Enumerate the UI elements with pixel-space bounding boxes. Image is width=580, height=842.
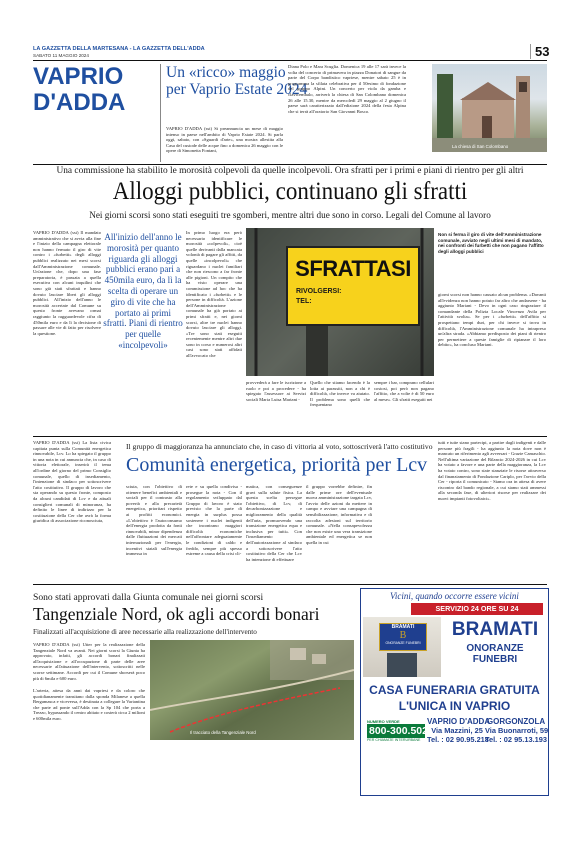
ad-office2-street: Via Buonarroti, 59 bbox=[485, 726, 549, 735]
ad-office1-name: VAPRIO D'ADDA bbox=[427, 717, 491, 726]
main-story-headline: Alloggi pubblici, continuano gli sfratti bbox=[112, 178, 468, 205]
main-story-col4: Quello che stiamo facendo è la lotta ai parassiti, non a chi è difficoltà, che invece va aiutato. Il problema sono quelli che frequentano bbox=[310, 380, 370, 408]
ad-storefront-door bbox=[387, 653, 417, 677]
ad-tagline: Vicini, quando occorre essere vicini bbox=[390, 591, 519, 601]
energy-story-col3: rete e su quella condivisa - prosegue la nota - Con il regolamento sviluppato dal Gruppo di lavoro è stato previsto che la parte di energia in surplus possa sostenere i nuclei indigenti che incontrano maggiori difficoltà economiche nell'affrontare adeguatamente le condizioni di caldo e freddo, sempre più spesso estreme a causa della crisi cli- bbox=[186, 484, 242, 557]
eviction-sign-title: SFRATTASI bbox=[295, 256, 411, 281]
funeral-home-ad bbox=[360, 588, 549, 796]
main-story-col6: giorni scorsi non hanno causato alcun problema. «Davanti all'evidenza non hanno potuto far altro che andarsene - ha aggiunto Mariani - Devo in ogni caso ringraziare il comandante della Polizia Locale Vincenzo Avila per l'attività svolta». Se per i «furbetti» dell'affitto si prospettano tempi duri, per chi invece si trova in difficoltà, l'Amministrazione comunale ha intrapreso un'altra strada. «Abbiamo predisposto dei piani di rientro per permettere a queste famiglie di ripianare il loro debito», ha concluso Mariani. bbox=[438, 292, 546, 348]
page-number: 53 bbox=[530, 44, 549, 59]
ad-toll-free-box bbox=[367, 719, 428, 759]
main-story-col1: VAPRIO D'ADDA (sst) Il mandato amministrativo che si avvia alla fine e l'inizio della campagna elettorale non hanno fermato il giro di vite contro i «furbetti» degli alloggi pubblici realizzato nei mesi scorsi dall'Amministrazione comunale. Un'azione che, dopo una fase preparatoria, è passata a quella esecutiva con alcuni inquilini che sono già stati sfrattati e hanno dovuto lasciare liberi gli alloggi pubblici. All'inizio dell'anno le morosità accertate dal Comune su questo fronte avevano ormai raggiunto la ragguardevole cifra di 450mila euro e da lì la decisione di passare alle vie di fatto per risolvere la questione. bbox=[33, 230, 101, 336]
ad-office2-name: GORGONZOLA bbox=[486, 717, 546, 726]
church-photo bbox=[432, 64, 547, 152]
tangenziale-kicker: Sono stati approvati dalla Giunta comunale nei giorni scorsi bbox=[33, 592, 264, 603]
ad-service-banner: SERVIZIO 24 ORE SU 24 bbox=[411, 603, 543, 615]
main-story-side-note: Non si ferma il giro di vite dell'Amministrazione comunale, avviato negli ultimi mesi di mandato, nei confronti dei furbetti che non pagano l'affitto degli alloggi pubblici bbox=[438, 232, 544, 254]
section-label-line2: D'ADDA bbox=[33, 89, 126, 116]
ad-toll-free-number: 800-300.502 bbox=[369, 725, 428, 737]
main-story-subhead: Nei giorni scorsi sono stati eseguiti tre sgomberi, mentre altri due sono in corso. Legali del Comune al lavoro bbox=[89, 210, 491, 220]
energy-story-col5: il gruppo vorrebbe definire, fin dalle prime ore dell'eventuale nuova amministrazione targata Lcv, l'avvio delle azioni da mettere in campo e avviare una campagna di sensibilizzazione, informativa e di raccolta adesioni sul territorio comunale. «Nella consapevolezza che non esiste una vera transizione ambientale ed energetica se non quella in cui bbox=[306, 484, 372, 545]
ad-house-line1: CASA FUNERARIA GRATUITA bbox=[369, 683, 540, 697]
ad-office1-street: Via Mazzini, 25 bbox=[431, 726, 483, 735]
tangenziale-col1: VAPRIO D'ADDA (sst) Utter per la realizzazione della Tangenziale Nord va avanti. Nei giorni scorsi la Giunta ha approvato, infatti, gli accordi bonari finalizzati all'acquisizione e all'occupazione di parte delle aree necessarie all'attuazione dell'intervento, sottoscritti nelle scorse settimane. Accordi per cui il Comune sborserà poco più di 6mila e 600 euro. bbox=[33, 642, 145, 681]
ad-storefront bbox=[363, 617, 441, 677]
ad-logo-badge bbox=[379, 623, 427, 651]
ad-office-vaprio bbox=[427, 717, 491, 744]
ad-toll-free-note: PER CHIAMATE INTERURBANE bbox=[367, 738, 421, 742]
section-label-line1: VAPRIO bbox=[33, 63, 124, 90]
energy-story-col6: tutti e tutte siano partecipi, a partire dagli indigenti e dalle persone più fragili - ha aggiunto la nota dove non è mancato un riferimento agli avversari - Grazie Camaschio. Nell'ultima variazione del Bilancio 2024-2026 in cui Lcv ha votato a favore e una parte della maggioranza, la Lcv ha votato contro, sono state stanziate le risorse attraverso dal finanziamento di Fondazione Cariplo, per l'avvio della Cer - riporta il comunicato - Siamo ora in attesa di avere riscontro dal bando regionale, a cui siamo stati ammessi alla seconda fase, di ulteriori risorse per realizzare dei nuovi impianti fotovoltaici». bbox=[438, 440, 546, 501]
main-story-col5: sempre i bar, comprano cellulari costosi, poi però non pagano l'affitto, che a volte è di 50 euro al mese». Gli sfratti eseguiti nei bbox=[374, 380, 434, 402]
tangenziale-aerial-photo bbox=[150, 640, 354, 740]
tangenziale-subhead: Finalizzati all'acquisizione di aree necessarie alla realizzazione dell'intervento bbox=[33, 628, 257, 636]
ad-brand-sub: ONORANZE FUNEBRI bbox=[466, 643, 524, 665]
eviction-sign-contact: RIVOLGERSI: bbox=[296, 288, 342, 295]
top-story-title-line2: per Vaprio Estate 2024 bbox=[166, 81, 308, 98]
ad-logo-letter: B bbox=[399, 630, 407, 641]
ad-toll-free-label: NUMERO VERDE bbox=[367, 719, 400, 724]
energy-story-col4: matica, con conseguenze gravi sulla salute fisica. La questa scelta persegue l'obiettivo, di Lcv, di decarbonizzazione e miglioramento della qualità dell'aria, promuovendo una transizione energetica equa e inclusiva per tutti». Con l'insediamento dell'autorizzazione al sindaco a sottoscrivere l'atto costitutivo della Cer che Lcv ha intenzione di effettuare bbox=[246, 484, 302, 562]
top-story bbox=[166, 64, 434, 164]
eviction-sign-phone: TEL: bbox=[296, 298, 312, 305]
church-photo-caption: La chiesa di San Colombano bbox=[452, 144, 509, 149]
main-story-pullquote: All'inizio dell'anno le morosità per quanto riguarda gli alloggi pubblici erano pari a 450mila euro, da lì la scelta di operare un giro di vite che ha portato ai primi sfratti. Piani di rientro per quelle «incolpevoli» bbox=[103, 232, 183, 350]
tangenziale-headline: Tangenziale Nord, ok agli accordi bonari bbox=[33, 604, 320, 624]
ad-office1-phone: Tel. : 02 90.95.218 bbox=[427, 735, 489, 744]
ad-office-gorgonzola bbox=[485, 717, 547, 744]
eviction-sign-photo bbox=[246, 228, 434, 376]
tangenziale-col2: L'arteria, attesa da anni dai vapriesi e da coloro che quotidianamente transitano dalla sponda Milanese a quella Bergamasca e viceversa, è destinata a collegare la Variantina che parte ad ponte sull'Adda con la Sp 104 che porta a Trezzo, bypassando il centro abitato e costerà circa 2 milioni e 600mila euro. bbox=[33, 688, 145, 721]
ad-logo-sub: ONORANZE FUNEBRI bbox=[385, 641, 421, 645]
main-story-col2: In primo luogo era però necessario identificare le morosità «colpevoli», cioè quelle derivanti dalla mancata volontà di pagare gli affitti, da quelle «incolpevoli» che riguardano i nuclei familiari che non riescono a far fronte alle pigioni. Un compito che ha visto operare una commissione ad hoc che ha identificato i «furbetti» e le persone in difficoltà. L'azione dell'Amministrazione comunale ha già portato ai primi sfratti e, nei giorni scorsi, altre tre nuclei hanno dovuto lasciare gli alloggi. «Tre sono stati eseguiti recentemente mentre altri due sono in corso e numerosi altri casi sono stati affidati all'avvocato che bbox=[186, 230, 242, 359]
ad-logo-name: BRAMATI bbox=[391, 624, 415, 630]
energy-story-col1: VAPRIO D'ADDA (sst) La lista civica capitata punta sulla Comunità energetica rinnovabile, Lcv. Lo ha spiegato il gruppo in una nota in cui annuncia che, in caso di vittoria elettorale, inserirà il tema all'ordine del giorno del primo Consiglio comunale, quello di insediamento, l'intenzione di sindaco per sottoscrivere l'atto costitutivo. Il gruppo di lavoro che sta operando su questo fronte, composto da alcuni candidati di Lcv e da attuali consiglieri comunali di minoranza, ha definito le linee di indirizzo per la costituzione della Cer che avrà la forma giuridica di associazione riconosciuta, bbox=[33, 440, 111, 524]
top-story-title-line1: Un «ricco» maggio bbox=[166, 64, 286, 81]
top-story-col2: Diana Polo e Mara Scuglia. Domenica 19 alle 17 sarà invece la volta del concerto di primavera in piazza Donatori di sangue da parte del Corpo bandistico vapriese, mentre sabato 25 è in programma la sfilata celebrativa per il 50esimo di fondazione del gruppo Alpini. Un concerto per viola da gamba e clavicembalo, arriverà la chiesa di San Colombano domenica 26 alle 15.30, mentre da mercoledì 29 maggio al 2 giugno il paese sarà caratterizzato dall'edizione 2024 della festa Alpina che si terrà all'oratorio San Giovanni Bosco. bbox=[288, 64, 406, 114]
main-story-col3: provvederà a fare le iscrizione a ruolo e poi a procedere - ha spiegato l'assessore ai Servizi sociali Maria Luisa Mariani - bbox=[246, 380, 306, 402]
tangenziale-photo-caption: Il tracciato della Tangenziale Nord bbox=[190, 730, 256, 735]
church-illustration bbox=[432, 64, 547, 152]
ad-house-line2: L'UNICA IN VAPRIO bbox=[398, 699, 511, 713]
energy-story-col2: sciuta, con l'obiettivo di ottenere benefici ambientali e sociali per il contrasto alla povertà e alla precarietà energetica, prioritari rispetto ai profitti economici. «L'obiettivo è l'autoconsumo dell'energia prodotta da fonti rinnovabili, minor dipendenza dalle fluttuazioni dei mercati internazionali per l'energia, incentivi statali sull'energia immessa in bbox=[126, 484, 182, 557]
ad-office2-phone: Tel. : 02 95.13.193 bbox=[485, 735, 547, 744]
eviction-sign bbox=[286, 246, 420, 326]
main-story-kicker: Una commissione ha stabilito le morosità colpevoli da quelle incolpevoli. Ora sfratti per i primi e piani di rientro per gli altri bbox=[56, 166, 524, 176]
top-story-col1: VAPRIO D'ADDA (sst) Si preannuncia un mese di maggio intenso in paese nell'ambito di Vaprio Estate 2024. Si parla oggi, sabato, con «Sguardi d'arte», una mostra allestita alla Casa del custode delle acque fino a domenica 26 maggio con le opere di Simonetta Fontani, bbox=[166, 126, 283, 154]
aerial-map-illustration bbox=[150, 640, 354, 740]
issue-date: SABATO 11 MAGGIO 2024 bbox=[33, 53, 89, 58]
section-label bbox=[33, 64, 153, 140]
energy-story-headline: Comunità energetica, priorità per Lcv bbox=[126, 454, 428, 476]
ad-brand-name: BRAMATI bbox=[451, 619, 539, 640]
energy-story-kicker: Il gruppo di maggioranza ha annunciato che, in caso di vittoria al voto, sottoscriverà l'atto costitutivo bbox=[126, 442, 433, 451]
masthead: LA GAZZETTA DELLA MARTESANA - LA GAZZETTA DELL'ADDA bbox=[33, 46, 205, 52]
